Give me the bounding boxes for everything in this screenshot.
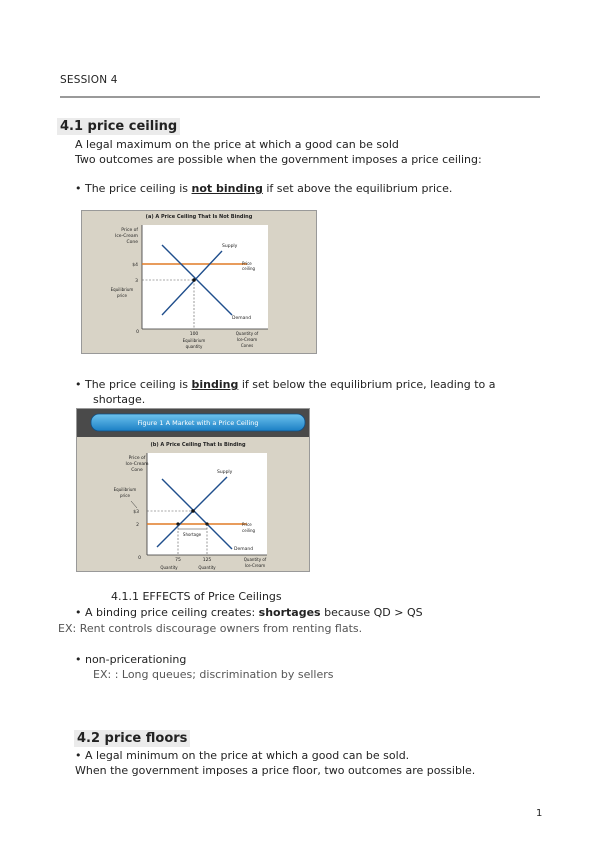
fig2-xlabel-1: Quantity of bbox=[243, 557, 267, 562]
fig1-ceiling-value: $4 bbox=[132, 263, 138, 268]
fig2-equilibrium-point bbox=[191, 509, 195, 513]
fig2-origin: 0 bbox=[138, 556, 141, 561]
fig1-eq-price-value: 3 bbox=[135, 279, 138, 284]
fig1-xlabel-3: Cones bbox=[240, 343, 254, 348]
fig1-ylabel-3: Cone bbox=[126, 240, 138, 245]
fig1-plot-area bbox=[142, 225, 268, 329]
not-binding-term: not binding bbox=[191, 182, 263, 195]
fig1-title: (a) A Price Ceiling That Is Not Binding bbox=[145, 214, 253, 220]
fig1-supply-label: Supply bbox=[222, 244, 238, 249]
not-binding-bullet: • The price ceiling is not binding if set above the equilibrium price. bbox=[75, 182, 453, 195]
fig2-ceiling-value: 2 bbox=[136, 523, 139, 528]
fig1-ceiling-label-2: ceiling bbox=[242, 266, 256, 271]
fig1-quantity-label-1: Equilibrium bbox=[182, 338, 206, 343]
binding-bullet-continuation: shortage. bbox=[93, 393, 146, 406]
fig2-xlabel-2: Ice-Cream bbox=[244, 563, 266, 568]
fig2-qty-low: 75 bbox=[175, 558, 181, 563]
fig2-title: (b) A Price Ceiling That Is Binding bbox=[150, 442, 246, 448]
fig1-origin: 0 bbox=[136, 330, 139, 335]
fig1-equilibrium-point bbox=[192, 278, 196, 282]
price-ceiling-outcomes: Two outcomes are possible when the government imposes a price ceiling: bbox=[75, 153, 482, 166]
fig1-quantity-label-2: quantity bbox=[185, 344, 203, 349]
fig1-xlabel-1: Quantity of bbox=[235, 331, 259, 336]
price-floor-outcomes: When the government imposes a price floor, two outcomes are possible. bbox=[75, 764, 476, 777]
fig2-qty-low-label: Quantity bbox=[160, 565, 178, 570]
fig2-ylabel-2: Ice-Cream bbox=[125, 462, 149, 467]
shortages-term: shortages bbox=[258, 606, 321, 619]
fig1-quantity-value: 100 bbox=[189, 332, 199, 337]
fig2-qty-high-label: Quantity bbox=[198, 565, 216, 570]
fig1-eq-price-label-2: price bbox=[117, 293, 127, 298]
effects-bullet: • A binding price ceiling creates: shortages because QD > QS bbox=[75, 606, 423, 619]
fig1-eq-price-label-1: Equilibrium bbox=[110, 287, 134, 292]
example-rent-controls: EX: Rent controls discourage owners from renting flats. bbox=[58, 622, 363, 635]
fig2-qty-high: 125 bbox=[202, 558, 212, 563]
fig2-supply-label: Supply bbox=[217, 470, 233, 475]
section-heading-price-ceiling: 4.1 price ceiling bbox=[57, 118, 180, 135]
session-label: SESSION 4 bbox=[60, 74, 118, 86]
fig2-ylabel-1: Price of bbox=[128, 456, 146, 461]
fig1-ylabel-2: Ice-Cream bbox=[115, 234, 138, 239]
figure-not-binding-ceiling bbox=[81, 210, 317, 354]
effects-heading: 4.1.1 EFFECTS of Price Ceilings bbox=[111, 590, 282, 603]
header-divider bbox=[60, 96, 540, 98]
example-long-queues: EX: : Long queues; discrimination by sellers bbox=[93, 668, 334, 681]
fig2-ceiling-label-1: Price bbox=[242, 522, 252, 527]
fig2-eq-price-value: $3 bbox=[133, 510, 139, 515]
fig2-ceiling-label-2: ceiling bbox=[242, 528, 256, 533]
binding-bullet: • The price ceiling is binding if set below the equilibrium price, leading to a bbox=[75, 378, 496, 391]
binding-term: binding bbox=[191, 378, 239, 391]
fig1-ceiling-label-1: Price bbox=[242, 261, 252, 266]
fig1-ylabel-1: Price of bbox=[121, 228, 138, 233]
fig2-shortage-label: Shortage bbox=[182, 532, 202, 537]
page-number: 1 bbox=[536, 808, 543, 819]
fig2-eq-label-1: Equilibrium bbox=[113, 487, 137, 492]
fig1-xlabel-2: Ice-Cream bbox=[236, 337, 258, 342]
fig2-eq-label-2: price bbox=[120, 493, 130, 498]
figure-binding-ceiling bbox=[76, 408, 310, 572]
fig2-ylabel-3: Cone bbox=[131, 468, 143, 473]
fig2-demand-label: Demand bbox=[234, 547, 254, 552]
price-ceiling-definition: A legal maximum on the price at which a good can be sold bbox=[75, 138, 399, 151]
section-heading-price-floors: 4.2 price floors bbox=[74, 730, 190, 747]
fig1-demand-label: Demand bbox=[232, 316, 252, 321]
fig2-banner-text: Figure 1 A Market with a Price Ceiling bbox=[137, 419, 259, 427]
non-price-rationing-bullet: • non-pricerationing bbox=[75, 653, 187, 666]
price-floor-definition: • A legal minimum on the price at which a good can be sold. bbox=[75, 749, 410, 762]
